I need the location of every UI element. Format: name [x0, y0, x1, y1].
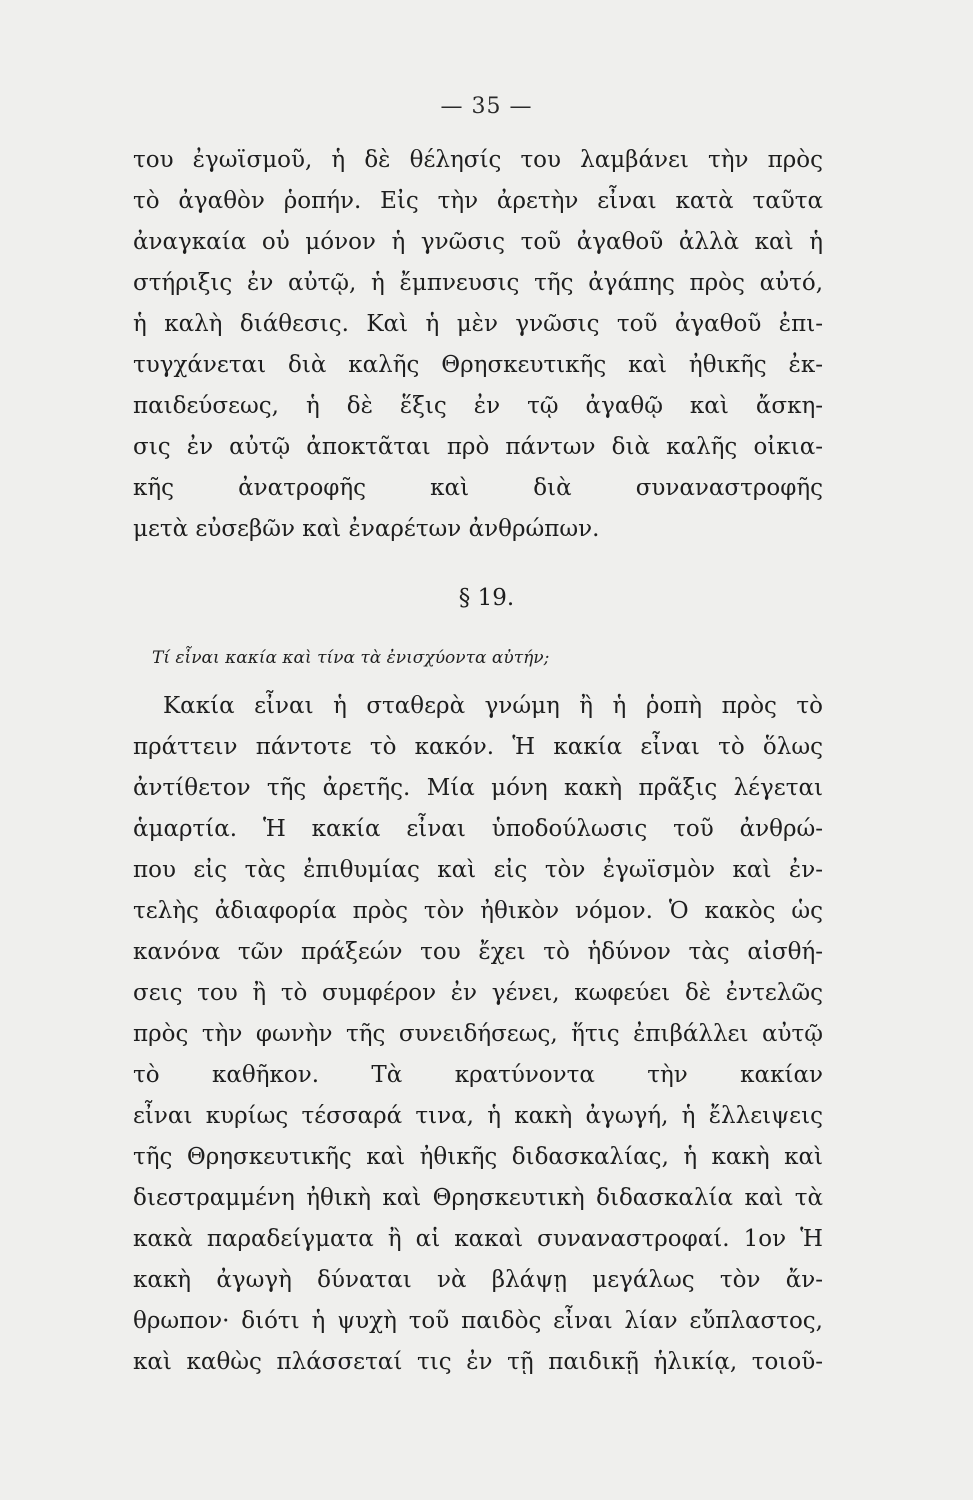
text-line: τὸ καθῆκον. Τὰ κρατύνοντα τὴν κακίαν [133, 1062, 823, 1088]
text-line: καὶ καθὼς πλάσσεταί τις ἐν τῇ παιδικῇ ἡλικίᾳ, τοιοῦ- [133, 1349, 823, 1375]
text-line: σις ἐν αὐτῷ ἀποκτᾶται πρὸ πάντων διὰ καλῆς οἰκια- [133, 434, 823, 460]
text-line: ἀναγκαία οὐ μόνον ἡ γνῶσις τοῦ ἀγαθοῦ ἀλλὰ καὶ ἡ [133, 229, 823, 255]
text-line: τυγχάνεται διὰ καλῆς Θρησκευτικῆς καὶ ἠθικῆς ἐκ- [133, 352, 823, 378]
text-line: κακὰ παραδείγματα ἢ αἱ κακαὶ συναναστροφαί. 1ον Ἡ [133, 1226, 823, 1252]
text-line: σεις του ἢ τὸ συμφέρον ἐν γένει, κωφεύει δὲ ἐντελῶς [133, 980, 823, 1006]
text-line: ἀντίθετον τῆς ἀρετῆς. Μία μόνη κακὴ πρᾶξις λέγεται [133, 775, 823, 801]
text-line: μετὰ εὐσεβῶν καὶ ἐναρέτων ἀνθρώπων. [133, 516, 600, 542]
text-line: που εἰς τὰς ἐπιθυμίας καὶ εἰς τὸν ἐγωϊσμὸν καὶ ἐν- [133, 857, 823, 883]
text-line: κανόνα τῶν πράξεών του ἔχει τὸ ἡδύνον τὰς αἰσθή- [133, 939, 823, 965]
text-line: Κακία εἶναι ἡ σταθερὰ γνώμη ἢ ἡ ῥοπὴ πρὸς τὸ [163, 693, 823, 719]
text-line: κῆς ἀνατροφῆς καὶ διὰ συναναστροφῆς [133, 475, 823, 501]
text-line: διεστραμμένη ἠθικὴ καὶ Θρησκευτικὴ διδασκαλία καὶ τὰ [133, 1185, 823, 1211]
text-line: πρὸς τὴν φωνὴν τῆς συνειδήσεως, ἥτις ἐπιβάλλει αὐτῷ [133, 1021, 823, 1047]
text-line: ἡ καλὴ διάθεσις. Καὶ ἡ μὲν γνῶσις τοῦ ἀγαθοῦ ἐπι- [133, 311, 823, 337]
text-line: τελὴς ἀδιαφορία πρὸς τὸν ἠθικὸν νόμον. Ὁ κακὸς ὡς [133, 898, 823, 924]
text-line: εἶναι κυρίως τέσσαρά τινα, ἡ κακὴ ἀγωγή, ἡ ἔλλειψεις [133, 1103, 823, 1129]
text-line: στήριξις ἐν αὐτῷ, ἡ ἔμπνευσις τῆς ἀγάπης πρὸς αὐτό, [133, 270, 823, 296]
text-line: τὸ ἀγαθὸν ῥοπήν. Εἰς τὴν ἀρετὴν εἶναι κατὰ ταῦτα [133, 188, 823, 214]
page-number: — 35 — [440, 94, 533, 119]
text-line: πράττειν πάντοτε τὸ κακόν. Ἡ κακία εἶναι τὸ ὅλως [133, 734, 823, 760]
text-line: κακὴ ἀγωγὴ δύναται νὰ βλάψῃ μεγάλως τὸν ἄν- [133, 1267, 823, 1293]
text-line: τῆς Θρησκευτικῆς καὶ ἠθικῆς διδασκαλίας, ἡ κακὴ καὶ [133, 1144, 823, 1170]
section-question: Τί εἶναι κακία καὶ τίνα τὰ ἐνισχύοντα αὐτήν; [152, 648, 550, 668]
section-heading: § 19. [458, 585, 515, 611]
text-line: ἁμαρτία. Ἡ κακία εἶναι ὑποδούλωσις τοῦ ἀνθρώ- [133, 816, 823, 842]
text-line: θρωπον· διότι ἡ ψυχὴ τοῦ παιδὸς εἶναι λίαν εὔπλαστος, [133, 1308, 823, 1334]
text-line: του ἐγωϊσμοῦ, ἡ δὲ θέλησίς του λαμβάνει τὴν πρὸς [133, 147, 823, 173]
text-line: παιδεύσεως, ἡ δὲ ἕξις ἐν τῷ ἀγαθῷ καὶ ἄσκη- [133, 393, 823, 419]
